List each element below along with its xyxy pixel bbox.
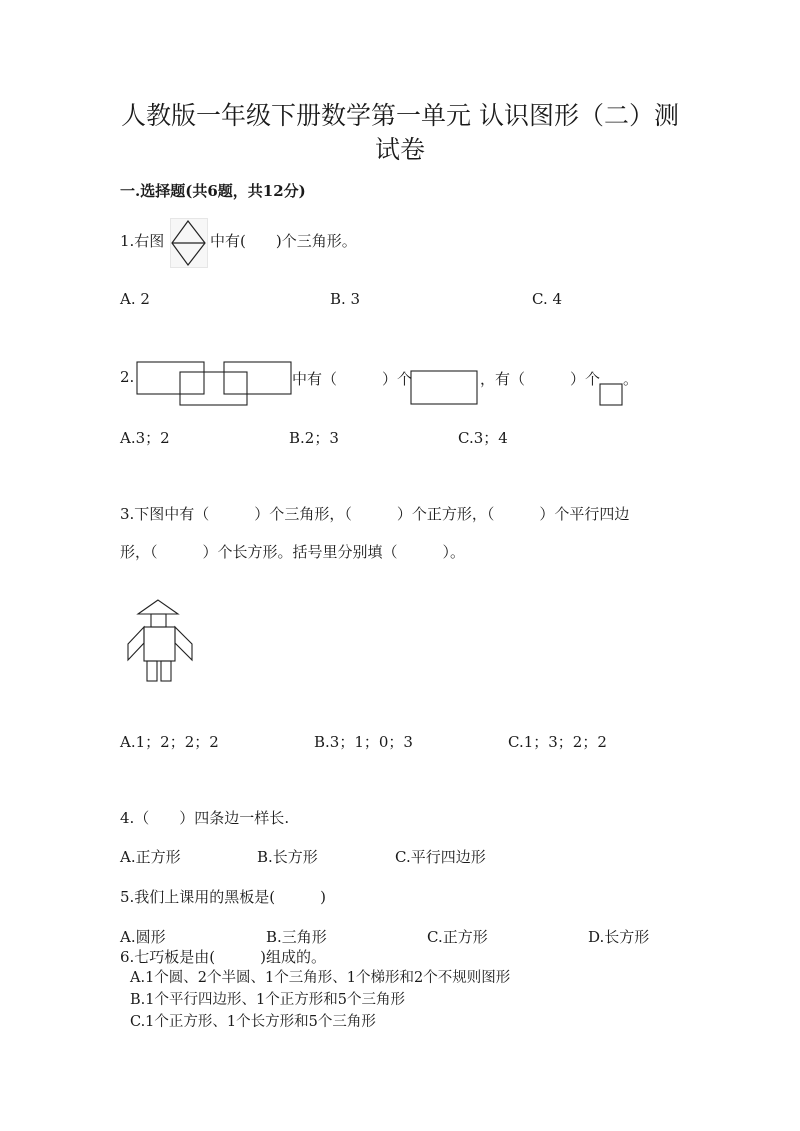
q5-text: 5.我们上课用的黑板是( ) — [120, 888, 327, 906]
page-title-line2: 试卷 — [374, 135, 425, 164]
q2-overlapping-rectangles-figure — [136, 361, 294, 407]
q5-option-d: D.长方形 — [588, 928, 650, 946]
q2-option-a: A.3；2 — [120, 429, 170, 447]
q2-text-mid2: ，有（ ）个 — [480, 370, 601, 388]
q4-text: 4.（ ）四条边一样长. — [120, 809, 290, 827]
q2-rectangle-shape — [410, 370, 478, 405]
page-title-line1: 人教版一年级下册数学第一单元 认识图形（二）测 — [121, 101, 679, 130]
q1-option-c: C. 4 — [532, 290, 563, 308]
q5-option-a: A.圆形 — [120, 928, 166, 946]
q1-text-before: 1.右图 — [120, 232, 165, 250]
q1-option-a: A. 2 — [120, 290, 150, 308]
q2-text-mid: 中有（ ）个 — [292, 370, 413, 388]
q1-option-b: B. 3 — [330, 290, 361, 308]
q4-option-b: B.长方形 — [257, 848, 318, 866]
q4-option-a: A.正方形 — [120, 848, 181, 866]
q6-option-b: B.1个平行四边形、1个正方形和5个三角形 — [130, 992, 405, 1008]
q4-option-c: C.平行四边形 — [395, 848, 486, 866]
q3-option-c: C.1；3；2；2 — [508, 733, 607, 751]
q3-text-line1: 3.下图中有（ ）个三角形，（ ）个正方形，（ ）个平行四边 — [120, 505, 630, 523]
q6-text: 6.七巧板是由( )组成的。 — [120, 948, 327, 966]
q1-text-after: 中有( )个三角形。 — [210, 232, 357, 250]
section-heading: 一.选择题(共6题，共12分) — [120, 182, 306, 200]
q3-text-line2: 形，（ ）个长方形。括号里分别填（ ）。 — [120, 543, 466, 561]
q1-diamond-figure — [170, 218, 208, 268]
q5-option-c: C.正方形 — [427, 928, 488, 946]
q6-option-a: A.1个圆、2个半圆、1个三角形、1个梯形和2个不规则图形 — [130, 970, 511, 986]
q2-number: 2. — [120, 368, 135, 386]
q2-square-shape — [599, 383, 623, 406]
q5-option-b: B.三角形 — [266, 928, 327, 946]
q3-option-b: B.3；1；0；3 — [314, 733, 413, 751]
q3-option-a: A.1；2；2；2 — [120, 733, 219, 751]
q2-text-end: 。 — [623, 370, 639, 388]
q2-option-b: B.2；3 — [289, 429, 339, 447]
q3-robot-figure — [124, 598, 198, 684]
q2-option-c: C.3；4 — [458, 429, 508, 447]
q6-option-c: C.1个正方形、1个长方形和5个三角形 — [130, 1014, 376, 1030]
